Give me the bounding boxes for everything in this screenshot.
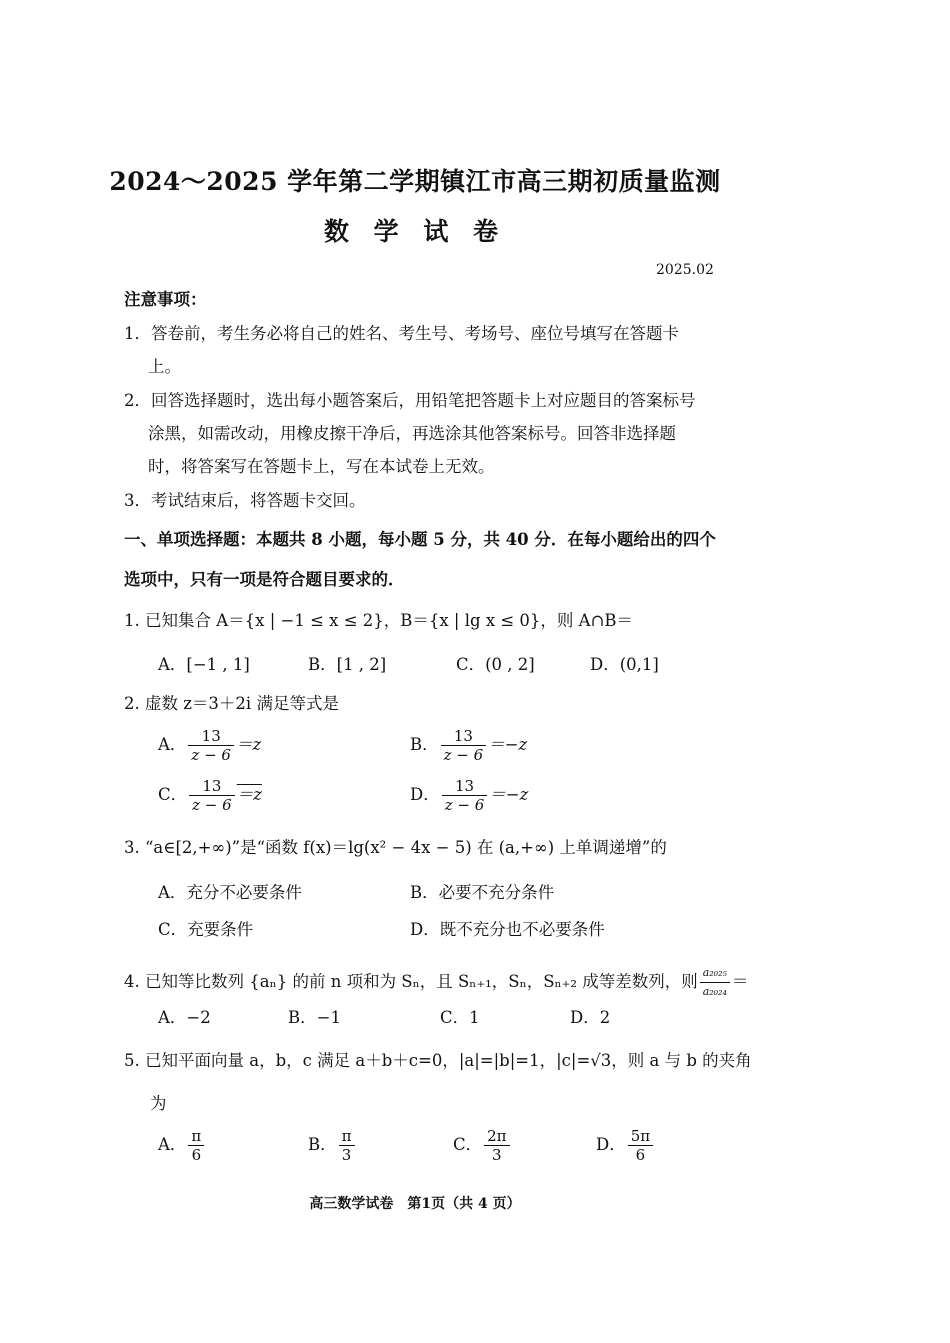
q5-option-a-fraction [188, 1127, 204, 1164]
q5-option-c [453, 1127, 512, 1164]
q2-option-c-label: C． [158, 785, 188, 804]
section-heading-line2: 选项中，只有一项是符合题目要求的． [124, 570, 405, 589]
notice-item-2-cont1: 涂黑，如需改动，用橡皮擦干净后，再选涂其他答案标号。回答非选择题 [148, 424, 676, 443]
q2-option-b-fraction [441, 727, 487, 764]
q5-option-b-label: B． [308, 1135, 337, 1154]
q5-a-numerator: π [188, 1127, 204, 1146]
q5-b-denominator: 3 [341, 1146, 352, 1164]
q5-option-c-fraction [484, 1127, 509, 1164]
notice-item-1-cont: 上。 [148, 357, 181, 376]
q2-a-denominator: z − 6 [191, 746, 231, 764]
q2-option-d [410, 777, 528, 814]
q3-option-d: D．既不充分也不必要条件 [410, 920, 605, 939]
q2-c-numerator: 13 [189, 777, 235, 796]
section-heading-line1: 一、单项选择题：本题共 8 小题，每小题 5 分，共 40 分．在每小题给出的四个 [124, 530, 716, 549]
q5-stem-cont: 为 [150, 1094, 167, 1113]
q2-c-rhs: ＝z [236, 785, 262, 804]
q2-a-rhs: ＝z [235, 735, 262, 754]
q4-fraction-denominator: a₂₀₂₄ [702, 985, 727, 998]
q5-c-numerator: 2π [484, 1127, 509, 1146]
q2-d-rhs: ＝−z [489, 785, 529, 804]
q5-option-d-label: D． [596, 1135, 626, 1154]
q2-d-numerator: 13 [442, 777, 488, 796]
q5-b-numerator: π [339, 1127, 355, 1146]
q2-b-denominator: z − 6 [443, 746, 484, 764]
q4-fraction-numerator: a₂₀₂₅ [700, 964, 730, 983]
q3-option-a: A．充分不必要条件 [158, 883, 302, 902]
q2-option-d-label: D． [410, 785, 440, 804]
notice-item-1: 1．答卷前，考生务必将自己的姓名、考生号、考场号、座位号填写在答题卡 [124, 324, 679, 343]
q1-option-d: D．(0,1] [590, 655, 659, 674]
page-footer: 高三数学试卷 第1页（共 4 页） [309, 1196, 521, 1212]
q2-c-denominator: z − 6 [192, 796, 232, 814]
q5-option-a [158, 1127, 206, 1164]
q5-option-c-label: C． [453, 1135, 483, 1154]
q5-option-d-fraction [628, 1127, 653, 1164]
q3-option-c: C．充要条件 [158, 920, 254, 939]
q5-a-denominator: 6 [191, 1146, 202, 1164]
q2-b-rhs: ＝−z [488, 735, 528, 754]
q4-fraction [700, 964, 730, 1001]
exam-date: 2025.02 [656, 262, 714, 278]
q1-stem: 1. 已知集合 A＝{x | −1 ≤ x ≤ 2}，B＝{x | lg x ≤ 0}，则 A∩B＝ [124, 611, 634, 630]
q4-option-a: A．−2 [158, 1008, 211, 1027]
q4-option-b: B．−1 [288, 1008, 341, 1027]
exam-title: 2024～2025 学年第二学期镇江市高三期初质量监测 [109, 167, 721, 196]
q3-option-b: B．必要不充分条件 [410, 883, 555, 902]
q2-a-numerator: 13 [188, 727, 234, 746]
q5-stem: 5. 已知平面向量 a，b，c 满足 a＋b＋c=0，|a|=|b|=1，|c|=√3，则 a 与 b 的夹角 [124, 1051, 752, 1070]
q5-d-numerator: 5π [628, 1127, 653, 1146]
q2-option-c [158, 777, 262, 814]
q2-option-c-fraction [189, 777, 235, 814]
q2-option-d-fraction [442, 777, 488, 814]
q4-stem [124, 964, 748, 1001]
q4-option-c: C．1 [440, 1008, 480, 1027]
q5-d-denominator: 6 [635, 1146, 646, 1164]
notice-item-3: 3．考试结束后，将答题卡交回。 [124, 491, 366, 510]
exam-subtitle: 数 学 试 卷 [323, 217, 507, 246]
q5-option-b-fraction [339, 1127, 355, 1164]
notice-item-2-cont2: 时，将答案写在答题卡上，写在本试卷上无效。 [148, 457, 495, 476]
q2-option-a [158, 727, 261, 764]
q2-option-a-label: A． [158, 735, 187, 754]
q5-c-denominator: 3 [492, 1146, 502, 1164]
q1-option-a: A．[−1 , 1] [158, 655, 250, 674]
notice-heading: 注意事项： [124, 290, 207, 309]
q2-option-b-label: B． [410, 735, 439, 754]
q4-stem-text: 4. 已知等比数列 {aₙ} 的前 n 项和为 Sₙ，且 Sₙ₊₁，Sₙ，Sₙ₊₂ 成等差数列，则 [124, 972, 698, 991]
q2-b-numerator: 13 [441, 727, 487, 746]
q2-option-b [410, 727, 527, 764]
q5-option-d [596, 1127, 655, 1164]
q4-equals: ＝ [731, 972, 749, 991]
notice-item-2: 2．回答选择题时，选出每小题答案后，用铅笔把答题卡上对应题目的答案标号 [124, 391, 696, 410]
q1-option-c: C．(0 , 2] [456, 655, 535, 674]
q5-option-b [308, 1127, 357, 1164]
q4-option-d: D．2 [570, 1008, 611, 1027]
q5-option-a-label: A． [158, 1135, 187, 1154]
q2-stem: 2. 虚数 z＝3＋2i 满足等式是 [124, 694, 339, 713]
q2-d-denominator: z − 6 [444, 796, 485, 814]
q1-option-b: B．[1 , 2] [308, 655, 387, 674]
q3-stem: 3. “a∈[2,+∞)”是“函数 f(x)＝lg(x² − 4x − 5) 在 (a,+∞) 上单调递增”的 [124, 838, 667, 857]
q2-option-a-fraction [188, 727, 234, 764]
